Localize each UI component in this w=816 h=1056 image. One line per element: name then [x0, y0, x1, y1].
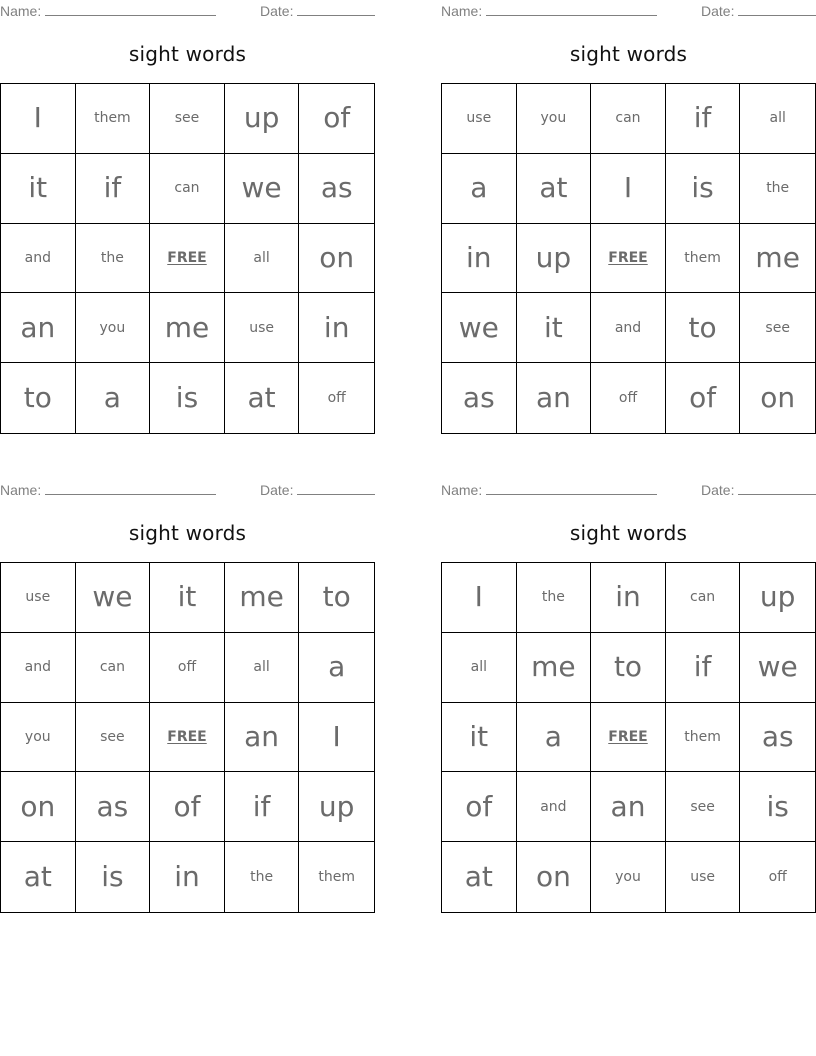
word-cell[interactable]: we [442, 293, 517, 363]
word-cell[interactable]: and [517, 772, 592, 842]
word-cell[interactable]: an [1, 293, 76, 363]
name-field[interactable] [0, 481, 216, 498]
bingo-grid [0, 83, 375, 434]
word-cell[interactable]: in [442, 224, 517, 294]
word-cell[interactable]: me [517, 633, 592, 703]
word-cell[interactable]: use [1, 563, 76, 633]
word-cell[interactable]: up [517, 224, 592, 294]
word-cell[interactable]: is [150, 363, 225, 433]
word-cell[interactable]: them [318, 869, 355, 886]
free-space-cell[interactable]: FREE [591, 224, 666, 294]
word-cell[interactable]: at [225, 363, 300, 433]
word-cell[interactable]: it [517, 293, 592, 363]
word-cell[interactable]: a [517, 703, 592, 773]
date-blank-line[interactable] [297, 481, 375, 495]
word-cell[interactable]: in [299, 293, 374, 363]
word-cell[interactable]: use [225, 293, 300, 363]
word-cell[interactable]: in [591, 563, 666, 633]
word-cell[interactable]: at [442, 842, 517, 912]
word-cell[interactable]: if [666, 633, 741, 703]
word-cell[interactable]: can [666, 563, 741, 633]
name-label: Name: [441, 482, 483, 498]
word-cell[interactable]: all [442, 633, 517, 703]
card-title: sight words [569, 521, 688, 545]
word-cell[interactable]: at [517, 154, 592, 224]
free-space-cell[interactable]: FREE [591, 703, 666, 773]
word-cell[interactable]: an [225, 703, 300, 773]
word-cell[interactable]: I [591, 154, 666, 224]
name-label: Name: [0, 482, 42, 498]
date-label: Date: [701, 3, 735, 19]
word-cell[interactable]: it [150, 563, 225, 633]
bingo-grid [0, 562, 375, 913]
word-cell[interactable]: of [299, 84, 374, 154]
word-cell[interactable]: use [666, 842, 741, 912]
word-cell[interactable]: on [517, 842, 592, 912]
word-cell[interactable]: as [76, 772, 151, 842]
free-space-cell[interactable]: FREE [150, 703, 225, 773]
word-cell[interactable]: we [225, 154, 300, 224]
word-cell[interactable]: up [299, 772, 374, 842]
word-cell[interactable]: in [150, 842, 225, 912]
word-cell[interactable]: you [517, 84, 592, 154]
word-cell[interactable]: off [768, 869, 787, 886]
word-cell[interactable]: off [591, 363, 666, 433]
word-cell[interactable]: an [591, 772, 666, 842]
name-blank-line[interactable] [45, 2, 216, 16]
date-field[interactable] [260, 481, 375, 498]
bingo-grid [441, 562, 816, 913]
word-cell[interactable]: is [666, 154, 741, 224]
word-cell[interactable]: I [442, 563, 517, 633]
word-cell[interactable]: on [1, 772, 76, 842]
word-cell[interactable]: up [225, 84, 300, 154]
date-blank-line[interactable] [738, 2, 816, 16]
word-cell[interactable]: if [666, 84, 741, 154]
word-cell[interactable]: a [442, 154, 517, 224]
word-cell[interactable]: off [327, 390, 346, 407]
word-cell[interactable]: I [299, 703, 374, 773]
word-cell[interactable]: and [1, 633, 76, 703]
date-blank-line[interactable] [738, 481, 816, 495]
word-cell[interactable]: of [666, 363, 741, 433]
date-field[interactable] [260, 2, 375, 19]
card-header [0, 0, 375, 20]
date-field[interactable] [701, 2, 816, 19]
word-cell[interactable]: all [225, 224, 300, 294]
word-cell[interactable]: them [666, 703, 741, 773]
word-cell[interactable]: all [225, 633, 300, 703]
name-field[interactable] [441, 481, 657, 498]
word-cell[interactable]: on [760, 381, 796, 415]
word-cell[interactable]: use [442, 84, 517, 154]
word-cell[interactable]: can [76, 633, 151, 703]
word-cell[interactable]: the [225, 842, 300, 912]
name-label: Name: [0, 3, 42, 19]
card-title: sight words [569, 42, 688, 66]
word-cell[interactable]: the [517, 563, 592, 633]
date-label: Date: [260, 3, 294, 19]
word-cell[interactable]: me [225, 563, 300, 633]
name-blank-line[interactable] [486, 481, 657, 495]
word-cell[interactable]: at [1, 842, 76, 912]
card-header [441, 479, 816, 499]
word-cell[interactable]: the [76, 224, 151, 294]
word-cell[interactable]: me [150, 293, 225, 363]
word-cell[interactable]: you [1, 703, 76, 773]
word-cell[interactable]: an [517, 363, 592, 433]
word-cell[interactable]: a [299, 633, 374, 703]
word-cell[interactable]: if [225, 772, 300, 842]
word-cell[interactable]: see [666, 772, 741, 842]
word-cell[interactable]: off [150, 633, 225, 703]
name-blank-line[interactable] [486, 2, 657, 16]
date-blank-line[interactable] [297, 2, 375, 16]
name-field[interactable] [441, 2, 657, 19]
card-header [0, 479, 375, 499]
word-cell[interactable]: can [591, 84, 666, 154]
word-cell[interactable]: all [740, 84, 815, 154]
word-cell[interactable]: you [591, 842, 666, 912]
word-cell[interactable]: see [76, 703, 151, 773]
date-label: Date: [701, 482, 735, 498]
word-cell[interactable]: them [76, 84, 151, 154]
free-space-cell[interactable]: FREE [150, 224, 225, 294]
name-blank-line[interactable] [45, 481, 216, 495]
card-header [441, 0, 816, 20]
bingo-grid [441, 83, 816, 434]
word-cell[interactable]: them [666, 224, 741, 294]
word-cell[interactable]: a [76, 363, 151, 433]
word-cell[interactable]: is [740, 772, 815, 842]
word-cell[interactable]: and [1, 224, 76, 294]
date-label: Date: [260, 482, 294, 498]
name-label: Name: [441, 3, 483, 19]
word-cell[interactable]: as [299, 154, 374, 224]
word-cell[interactable]: if [76, 154, 151, 224]
word-cell[interactable]: we [740, 633, 815, 703]
date-field[interactable] [701, 481, 816, 498]
word-cell[interactable]: it [1, 154, 76, 224]
word-cell[interactable]: I [1, 84, 76, 154]
word-cell[interactable]: we [76, 563, 151, 633]
word-cell[interactable]: as [442, 363, 517, 433]
word-cell[interactable]: and [591, 293, 666, 363]
word-cell[interactable]: of [442, 772, 517, 842]
card-title: sight words [128, 42, 247, 66]
word-cell[interactable]: to [1, 363, 76, 433]
word-cell[interactable]: of [150, 772, 225, 842]
word-cell[interactable]: to [591, 633, 666, 703]
word-cell[interactable]: see [740, 293, 815, 363]
name-field[interactable] [0, 2, 216, 19]
word-cell[interactable]: on [299, 224, 374, 294]
word-cell[interactable]: is [76, 842, 151, 912]
word-cell[interactable]: can [150, 154, 225, 224]
word-cell[interactable]: see [150, 84, 225, 154]
word-cell[interactable]: as [740, 703, 815, 773]
word-cell[interactable]: to [299, 563, 374, 633]
word-cell[interactable]: me [740, 224, 815, 294]
card-title: sight words [128, 521, 247, 545]
word-cell[interactable]: you [76, 293, 151, 363]
word-cell[interactable]: to [666, 293, 741, 363]
word-cell[interactable]: up [740, 563, 815, 633]
word-cell[interactable]: it [442, 703, 517, 773]
word-cell[interactable]: the [740, 154, 815, 224]
